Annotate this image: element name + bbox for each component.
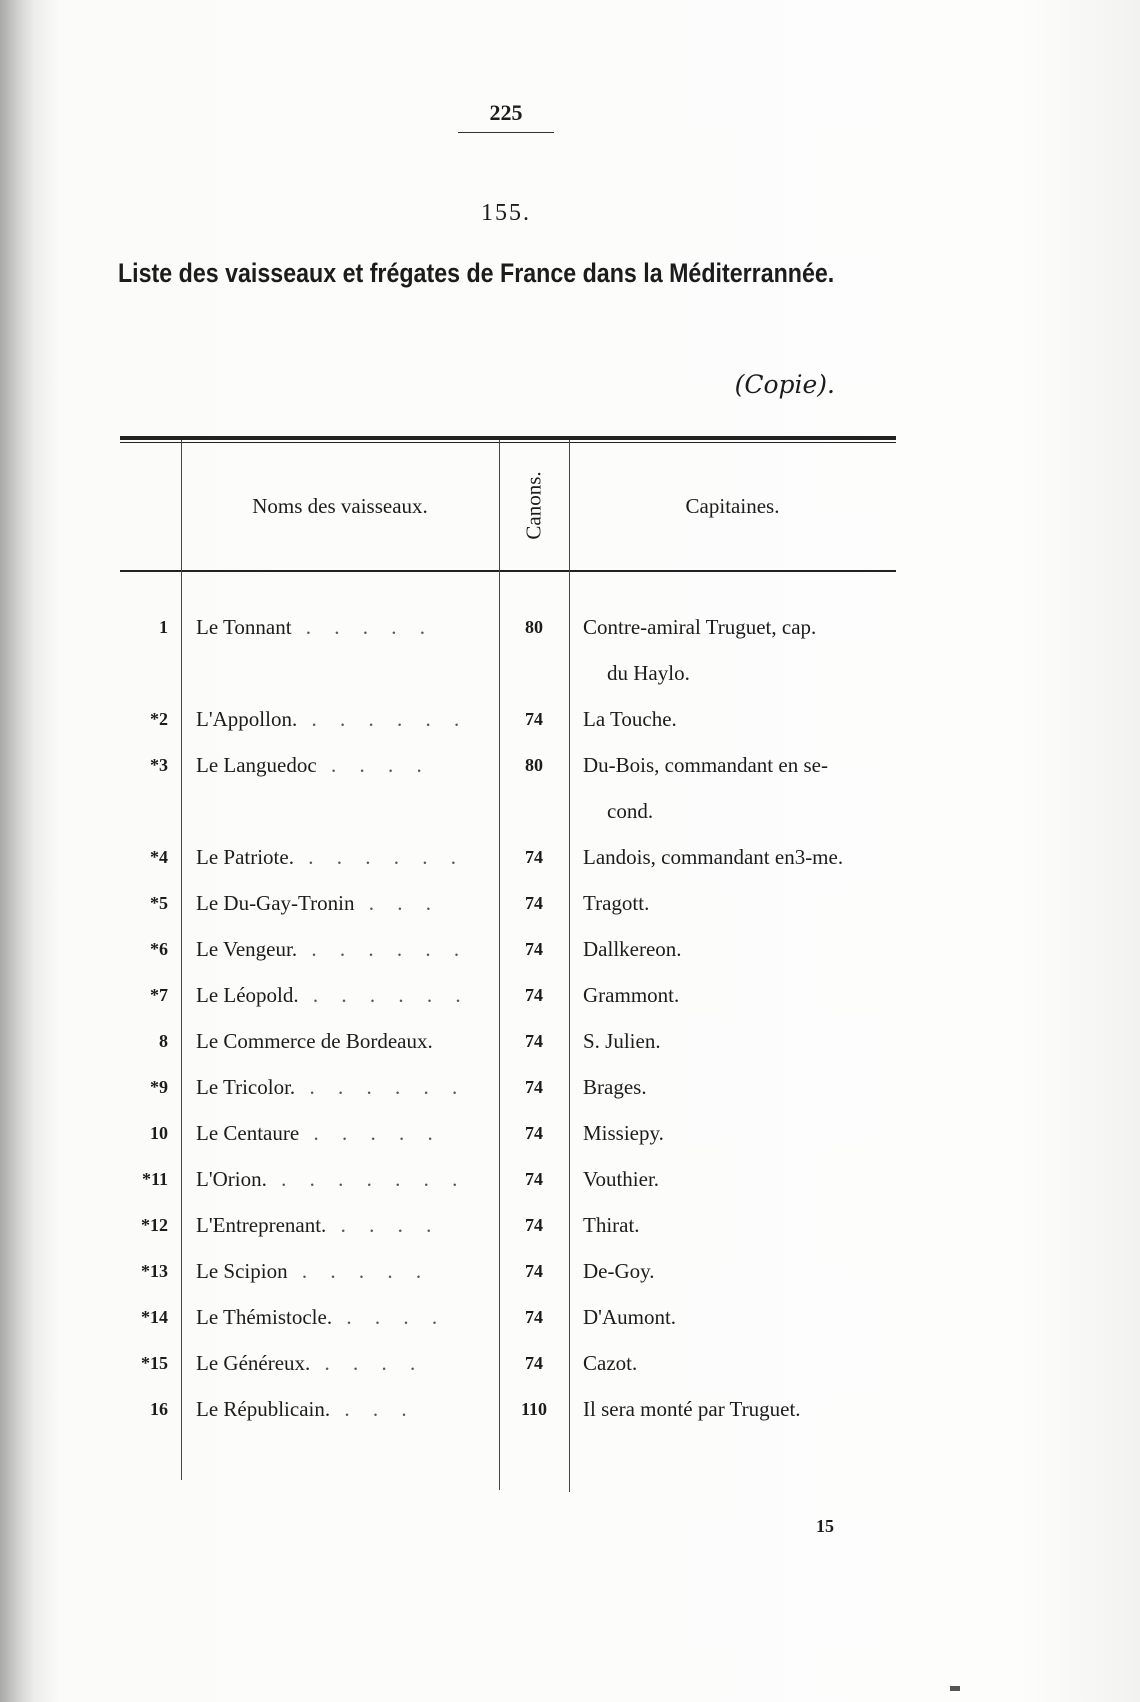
captain-name	[583, 696, 903, 742]
captain-line: D'Aumont.	[583, 1305, 677, 1329]
ship-name-text: Le Généreux.	[196, 1351, 311, 1375]
ship-name	[196, 604, 481, 650]
captain-name	[583, 880, 903, 926]
header-ship-name: Noms des vaisseaux.	[252, 494, 428, 518]
ship-name	[196, 926, 481, 972]
canons-count: 74	[525, 1169, 543, 1189]
captain-name	[583, 604, 903, 696]
canons-count: 80	[525, 755, 543, 775]
ship-name	[196, 972, 481, 1018]
leader-dots: . . . . . . .	[266, 1167, 467, 1191]
canons-count: 74	[525, 709, 543, 729]
ship-name-text: Le Centaure	[196, 1121, 300, 1145]
captain-line: Cazot.	[583, 1351, 638, 1375]
page-number-rule	[458, 132, 554, 133]
leader-dots: . . . . . .	[297, 707, 469, 731]
leader-dots: . . . . .	[299, 1121, 442, 1145]
ship-name-text: Le Commerce de Bordeaux.	[196, 1029, 433, 1053]
table-header-rule	[120, 570, 896, 572]
row-number: *4	[150, 847, 168, 867]
canons-count: 74	[525, 1031, 543, 1051]
document-number: 155.	[481, 200, 531, 226]
captain-line: Thirat.	[583, 1213, 640, 1237]
canons-count: 74	[525, 847, 543, 867]
row-number: *7	[150, 985, 168, 1005]
canons-count: 74	[525, 1123, 543, 1143]
signature-mark: 15	[816, 1516, 834, 1536]
captain-name	[583, 1248, 903, 1294]
captain-name	[583, 834, 903, 880]
captain-name	[583, 1064, 903, 1110]
row-number: *3	[150, 755, 168, 775]
row-number: *5	[150, 893, 168, 913]
captain-name	[583, 1202, 903, 1248]
scan-shadow	[0, 0, 34, 1702]
scan-artifact	[950, 1686, 960, 1691]
canons-count: 74	[525, 1261, 543, 1281]
captain-line: Tragott.	[583, 891, 650, 915]
captain-name	[583, 742, 903, 834]
header-captains: Capitaines.	[685, 494, 780, 518]
canons-count: 74	[525, 893, 543, 913]
page-number: 225	[489, 100, 523, 125]
captain-name	[583, 1110, 903, 1156]
ship-name	[196, 1156, 481, 1202]
captain-line: De-Goy.	[583, 1259, 655, 1283]
leader-dots: . . . .	[326, 1213, 441, 1237]
row-number: 10	[150, 1123, 168, 1143]
copy-note: (Copie).	[734, 370, 835, 399]
ship-name-text: Le Du-Gay-Tronin	[196, 891, 355, 915]
canons-count: 74	[525, 1307, 543, 1327]
leader-dots: . . . .	[332, 1305, 447, 1329]
captain-line: Du-Bois, commandant en se-	[583, 753, 828, 777]
ship-name-text: L'Entreprenant.	[196, 1213, 327, 1237]
ship-name	[196, 1386, 481, 1432]
ship-name-text: Le Patriote.	[196, 845, 294, 869]
ship-name	[196, 696, 481, 742]
captain-name	[583, 1294, 903, 1340]
leader-dots: . . .	[354, 891, 440, 915]
captain-line: Contre-amiral Truguet, cap.	[583, 615, 817, 639]
canons-count: 74	[525, 1077, 543, 1097]
document-title: Liste des vaisseaux et frégates de France dans la Méditerrannée.	[118, 258, 835, 288]
canons-count: 110	[520, 1399, 547, 1419]
captain-line: Missiepy.	[583, 1121, 664, 1145]
row-number: 16	[150, 1399, 168, 1419]
captain-line: Dallkereon.	[583, 937, 682, 961]
ship-name	[196, 742, 481, 788]
ship-name-text: L'Appollon.	[196, 707, 298, 731]
ship-name	[196, 1110, 481, 1156]
captain-name	[583, 972, 903, 1018]
ship-name-text: Le Languedoc	[196, 753, 317, 777]
leader-dots: . . . . . .	[297, 937, 469, 961]
captain-line: Grammont.	[583, 983, 680, 1007]
ship-name	[196, 1018, 481, 1064]
row-number: *9	[150, 1077, 168, 1097]
leader-dots: . . . . .	[291, 615, 435, 639]
captain-line: Vouthier.	[583, 1167, 660, 1191]
leader-dots: . . . . . .	[295, 1075, 467, 1099]
leader-dots: . . . . .	[287, 1259, 431, 1283]
leader-dots: . . .	[330, 1397, 416, 1421]
row-number: *2	[150, 709, 168, 729]
ship-name	[196, 834, 481, 880]
ship-name-text: Le Tricolor.	[196, 1075, 296, 1099]
header-canons	[499, 440, 569, 570]
leader-dots: . . . .	[310, 1351, 425, 1375]
ship-name-text: Le Républicain.	[196, 1397, 331, 1421]
captain-line: Brages.	[583, 1075, 647, 1099]
captain-name	[583, 1018, 903, 1064]
captain-line: S. Julien.	[583, 1029, 661, 1053]
canons-count: 74	[525, 939, 543, 959]
ship-name-text: Le Léopold.	[196, 983, 299, 1007]
ship-name	[196, 1294, 481, 1340]
captain-line: Il sera monté par Truguet.	[583, 1397, 801, 1421]
row-number: *12	[141, 1215, 168, 1235]
canons-count: 74	[525, 1215, 543, 1235]
ship-name	[196, 1064, 481, 1110]
captain-name	[583, 926, 903, 972]
row-number: *6	[150, 939, 168, 959]
ship-name-text: Le Scipion	[196, 1259, 288, 1283]
ship-name-text: Le Vengeur.	[196, 937, 298, 961]
captain-line-continued: cond.	[607, 799, 654, 823]
row-number: *13	[141, 1261, 168, 1281]
captain-name	[583, 1156, 903, 1202]
ship-name	[196, 1340, 481, 1386]
leader-dots: . . . . . .	[293, 845, 465, 869]
ship-name	[196, 880, 481, 926]
row-number: 1	[159, 617, 168, 637]
column-divider	[569, 440, 570, 1492]
leader-dots: . . . . . .	[298, 983, 470, 1007]
ship-name	[196, 1248, 481, 1294]
header-canons-label: Canons.	[521, 470, 546, 540]
captain-line-continued: du Haylo.	[607, 661, 690, 685]
captain-name	[583, 1340, 903, 1386]
captain-line: La Touche.	[583, 707, 677, 731]
ship-name	[196, 1202, 481, 1248]
ship-name-text: Le Thémistocle.	[196, 1305, 333, 1329]
column-divider	[181, 440, 182, 1480]
captain-name	[583, 1386, 903, 1432]
captain-line: Landois, commandant en3-me.	[583, 845, 844, 869]
ship-name-text: L'Orion.	[196, 1167, 267, 1191]
leader-dots: . . . .	[316, 753, 431, 777]
canons-count: 80	[525, 617, 543, 637]
row-number: *14	[141, 1307, 168, 1327]
canons-count: 74	[525, 985, 543, 1005]
row-number: 8	[159, 1031, 168, 1051]
row-number: *15	[141, 1353, 168, 1373]
canons-count: 74	[525, 1353, 543, 1373]
ship-name-text: Le Tonnant	[196, 615, 292, 639]
row-number: *11	[141, 1169, 168, 1189]
